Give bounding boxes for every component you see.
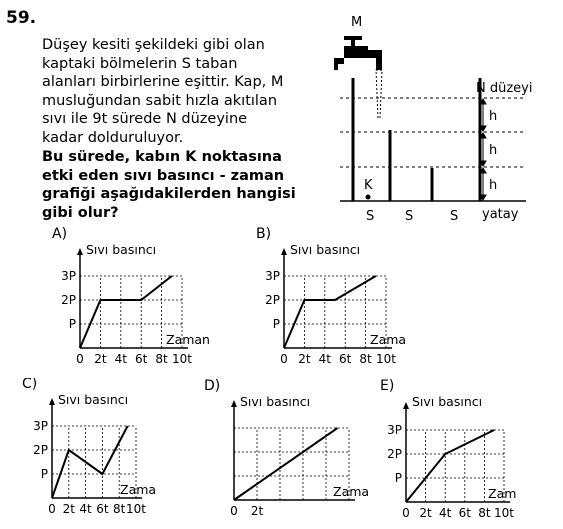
container-figure: [330, 8, 562, 226]
base-label: S: [366, 209, 375, 224]
option-label[interactable]: A): [52, 226, 68, 242]
point-K: [366, 195, 371, 200]
x-tick-label: 4t: [114, 352, 127, 366]
floor-label: yatay: [482, 207, 519, 222]
pressure-line: [406, 430, 494, 502]
ask-line: gibi olur?: [42, 204, 119, 221]
point-label: K: [364, 178, 373, 193]
x-axis-label: Zaman: [166, 332, 210, 347]
base-label: S: [450, 209, 459, 224]
level-label: N düzeyi: [476, 81, 533, 96]
x-tick-label: 0: [76, 352, 84, 366]
x-tick-label: 6t: [135, 352, 148, 366]
x-tick-label: 0: [48, 502, 56, 516]
x-tick-label: 8t: [155, 352, 168, 366]
option-a-graph: [48, 226, 258, 376]
y-tick-label: 3P: [33, 419, 48, 433]
x-tick-label: 6t: [96, 502, 109, 516]
option-label[interactable]: C): [22, 378, 38, 392]
option-c-graph: [22, 378, 197, 528]
y-arrow: [403, 402, 409, 409]
y-arrow: [77, 248, 83, 255]
x-tick-label: 0: [280, 352, 288, 366]
ask-line: Bu sürede, kabın K noktasına: [42, 149, 282, 165]
y-tick-label: P: [68, 317, 76, 331]
y-tick-label: 2P: [387, 447, 402, 461]
pressure-line: [52, 426, 128, 498]
h-label: h: [489, 143, 498, 158]
tap-icon: [334, 36, 382, 70]
stem-line: alanları birbirlerine eşittir. Kap, M: [42, 74, 284, 90]
x-tick-label: 8t: [359, 352, 372, 366]
y-axis-label: Sıvı basıncı: [290, 242, 361, 257]
y-axis-label: Sıvı basıncı: [412, 394, 483, 409]
y-arrow: [231, 400, 237, 407]
y-tick-label: P: [272, 317, 280, 331]
x-tick-label: 0: [402, 506, 410, 520]
option-b-graph: [252, 226, 462, 376]
option-label[interactable]: B): [256, 226, 272, 242]
x-tick-label: 2t: [62, 502, 75, 516]
y-tick-label: 3P: [61, 269, 76, 283]
y-tick-label: P: [394, 471, 402, 485]
x-tick-label: 6t: [458, 506, 471, 520]
stem-line: musluğundan sabit hızla akıtılan: [42, 92, 278, 109]
x-tick-label: 6t: [339, 352, 352, 366]
question-ask: [42, 148, 327, 222]
x-tick-label: 8t: [478, 506, 491, 520]
ask-line: grafiği aşağıdakilerden hangisi: [42, 186, 296, 202]
pressure-line: [234, 428, 338, 500]
y-arrow: [281, 248, 287, 255]
y-tick-label: 2P: [265, 293, 280, 307]
x-tick-label: 2t: [419, 506, 432, 520]
tap-label: M: [351, 15, 363, 30]
y-tick-label: 2P: [61, 293, 76, 307]
ask-line: etki eden sıvı basıncı - zaman: [42, 167, 285, 184]
x-tick-label: 8t: [113, 502, 126, 516]
x-axis-label: Zam: [488, 486, 517, 501]
stem-line: kadar dolduruluyor.: [42, 129, 184, 146]
x-tick-label: 10t: [494, 506, 514, 520]
x-tick-label: 4t: [318, 352, 331, 366]
y-tick-label: 3P: [387, 423, 402, 437]
x-tick-label: 2t: [298, 352, 311, 366]
option-e-graph: [378, 378, 563, 528]
option-label[interactable]: D): [204, 378, 221, 394]
y-axis-label: Sıvı basıncı: [58, 392, 129, 407]
base-label: S: [405, 209, 414, 224]
y-axis-label: Sıvı basıncı: [86, 242, 157, 257]
y-tick-label: 2P: [33, 443, 48, 457]
x-tick-label: 4t: [79, 502, 92, 516]
x-axis-label: Zama: [333, 484, 370, 499]
pressure-line: [80, 276, 172, 348]
h-label: h: [489, 178, 498, 193]
x-tick-label: 10t: [126, 502, 146, 516]
x-axis-label: Zama: [120, 482, 157, 497]
water-stream: [376, 70, 382, 118]
stem-line: sıvı ile 9t sürede N düzeyine: [42, 111, 248, 127]
stem-line: Düşey kesiti şekildeki gibi olan: [42, 37, 265, 53]
stem-line: kaptaki bölmelerin S taban: [42, 55, 238, 72]
pressure-line: [284, 276, 376, 348]
x-tick-label: 10t: [172, 352, 192, 366]
question-number: 59.: [6, 8, 37, 28]
y-arrow: [49, 398, 55, 405]
option-label[interactable]: E): [380, 378, 395, 394]
x-tick-label: 0: [230, 504, 238, 518]
option-d-graph: [202, 378, 382, 528]
x-tick-label: 2t: [94, 352, 107, 366]
question-stem: [42, 36, 327, 147]
x-tick-label: 4t: [439, 506, 452, 520]
y-tick-label: 3P: [265, 269, 280, 283]
x-tick-label: 10t: [376, 352, 396, 366]
x-axis-label: Zama: [370, 332, 407, 347]
y-axis-label: Sıvı basıncı: [240, 394, 311, 409]
x-tick-label: 2t: [250, 504, 264, 518]
y-tick-label: P: [40, 467, 48, 481]
h-label: h: [489, 109, 498, 124]
